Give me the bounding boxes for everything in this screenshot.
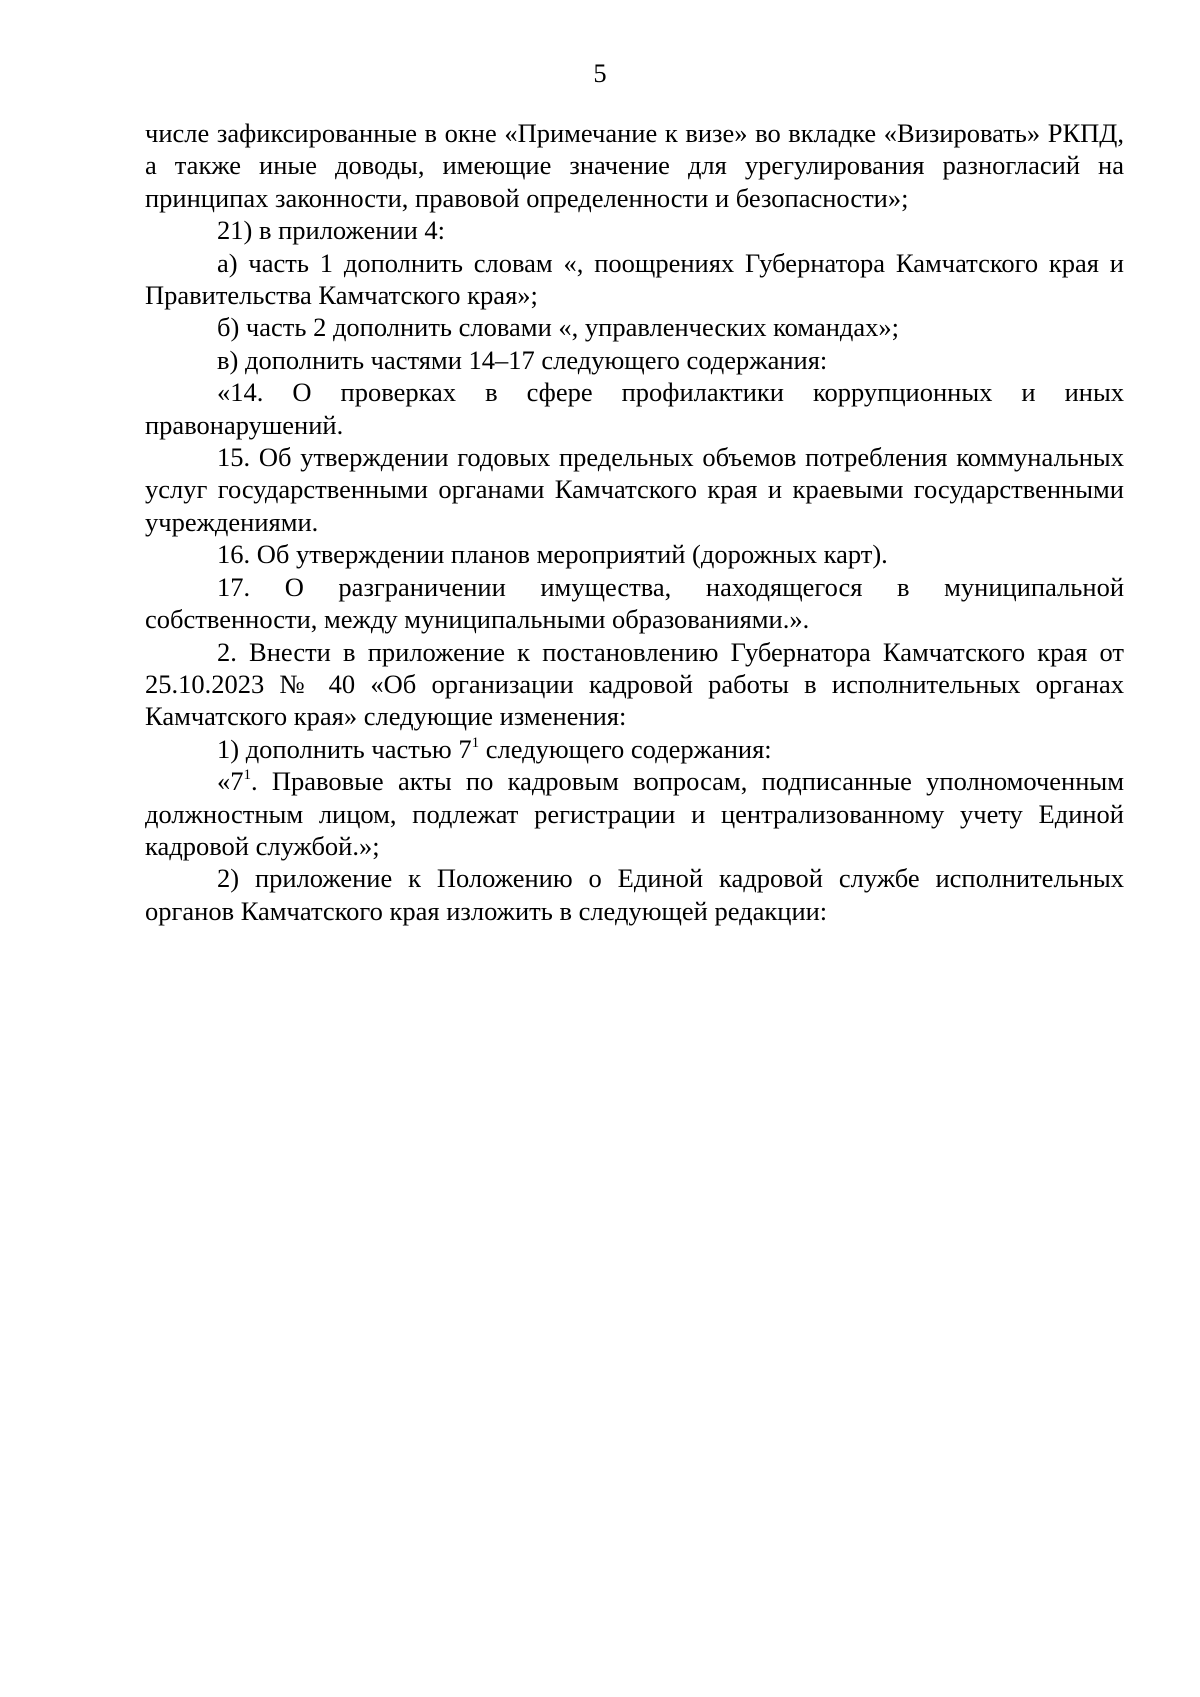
superscript-marker: 1 [471,734,480,751]
paragraph-part-7-1-text: . Правовые акты по кадровым вопросам, подписанные уполномоченным должностным лицом, подлежат регистрации и централизованному учету Единой кадровой службой.»; [145,766,1124,861]
paragraph-continuation: числе зафиксированные в окне «Примечание к визе» во вкладке «Визировать» РКПД, а также иные доводы, имеющие значение для урегулирования разногласий на принципах законности, правовой определенности и безопасности»; [145,118,1124,213]
paragraph-part-7-1 [145,765,1124,862]
paragraph-item-1-text-end: следующего содержания: [479,733,772,764]
paragraph-part-14: «14. О проверках в сфере профилактики коррупционных и иных правонарушений. [145,377,1124,440]
paragraph-item-1 [145,733,1124,765]
paragraph-section-2: 2. Внести в приложение к постановлению Губернатора Камчатского края от 25.10.2023 № 40 «Об организации кадровой работы в исполнительных органах Камчатского края» следующие изменения: [145,636,1124,732]
paragraph-item-2: 2) приложение к Положению о Единой кадровой службе исполнительных органов Камчатского края изложить в следующей редакции: [145,863,1124,926]
paragraph-subitem-v: в) дополнить частями 14–17 следующего содержания: [217,344,828,375]
paragraph-part-17: 17. О разграничении имущества, находящегося в муниципальной собственности, между муниципальными образованиями.». [145,571,1124,635]
paragraph-part-16: 16. Об утверждении планов мероприятий (дорожных карт). [217,539,888,570]
paragraph-subitem-b: б) часть 2 дополнить словами «, управленческих командах»; [217,312,900,343]
paragraph-subitem-a: а) часть 1 дополнить словам «, поощрениях Губернатора Камчатского края и Правительства Камчатского края»; [145,247,1124,311]
paragraph-part-15: 15. Об утверждении годовых предельных объемов потребления коммунальных услуг государственными органами Камчатского края и краевыми государственными учреждениями. [145,442,1124,537]
paragraph-part-7-1-number: «7 [217,766,244,797]
document-body [145,117,1124,927]
paragraph-item-21: 21) в приложении 4: [217,215,446,246]
superscript-marker: 1 [243,767,251,784]
paragraph-item-1-text: 1) дополнить частью 7 [217,733,472,764]
page-number: 5 [593,58,607,88]
